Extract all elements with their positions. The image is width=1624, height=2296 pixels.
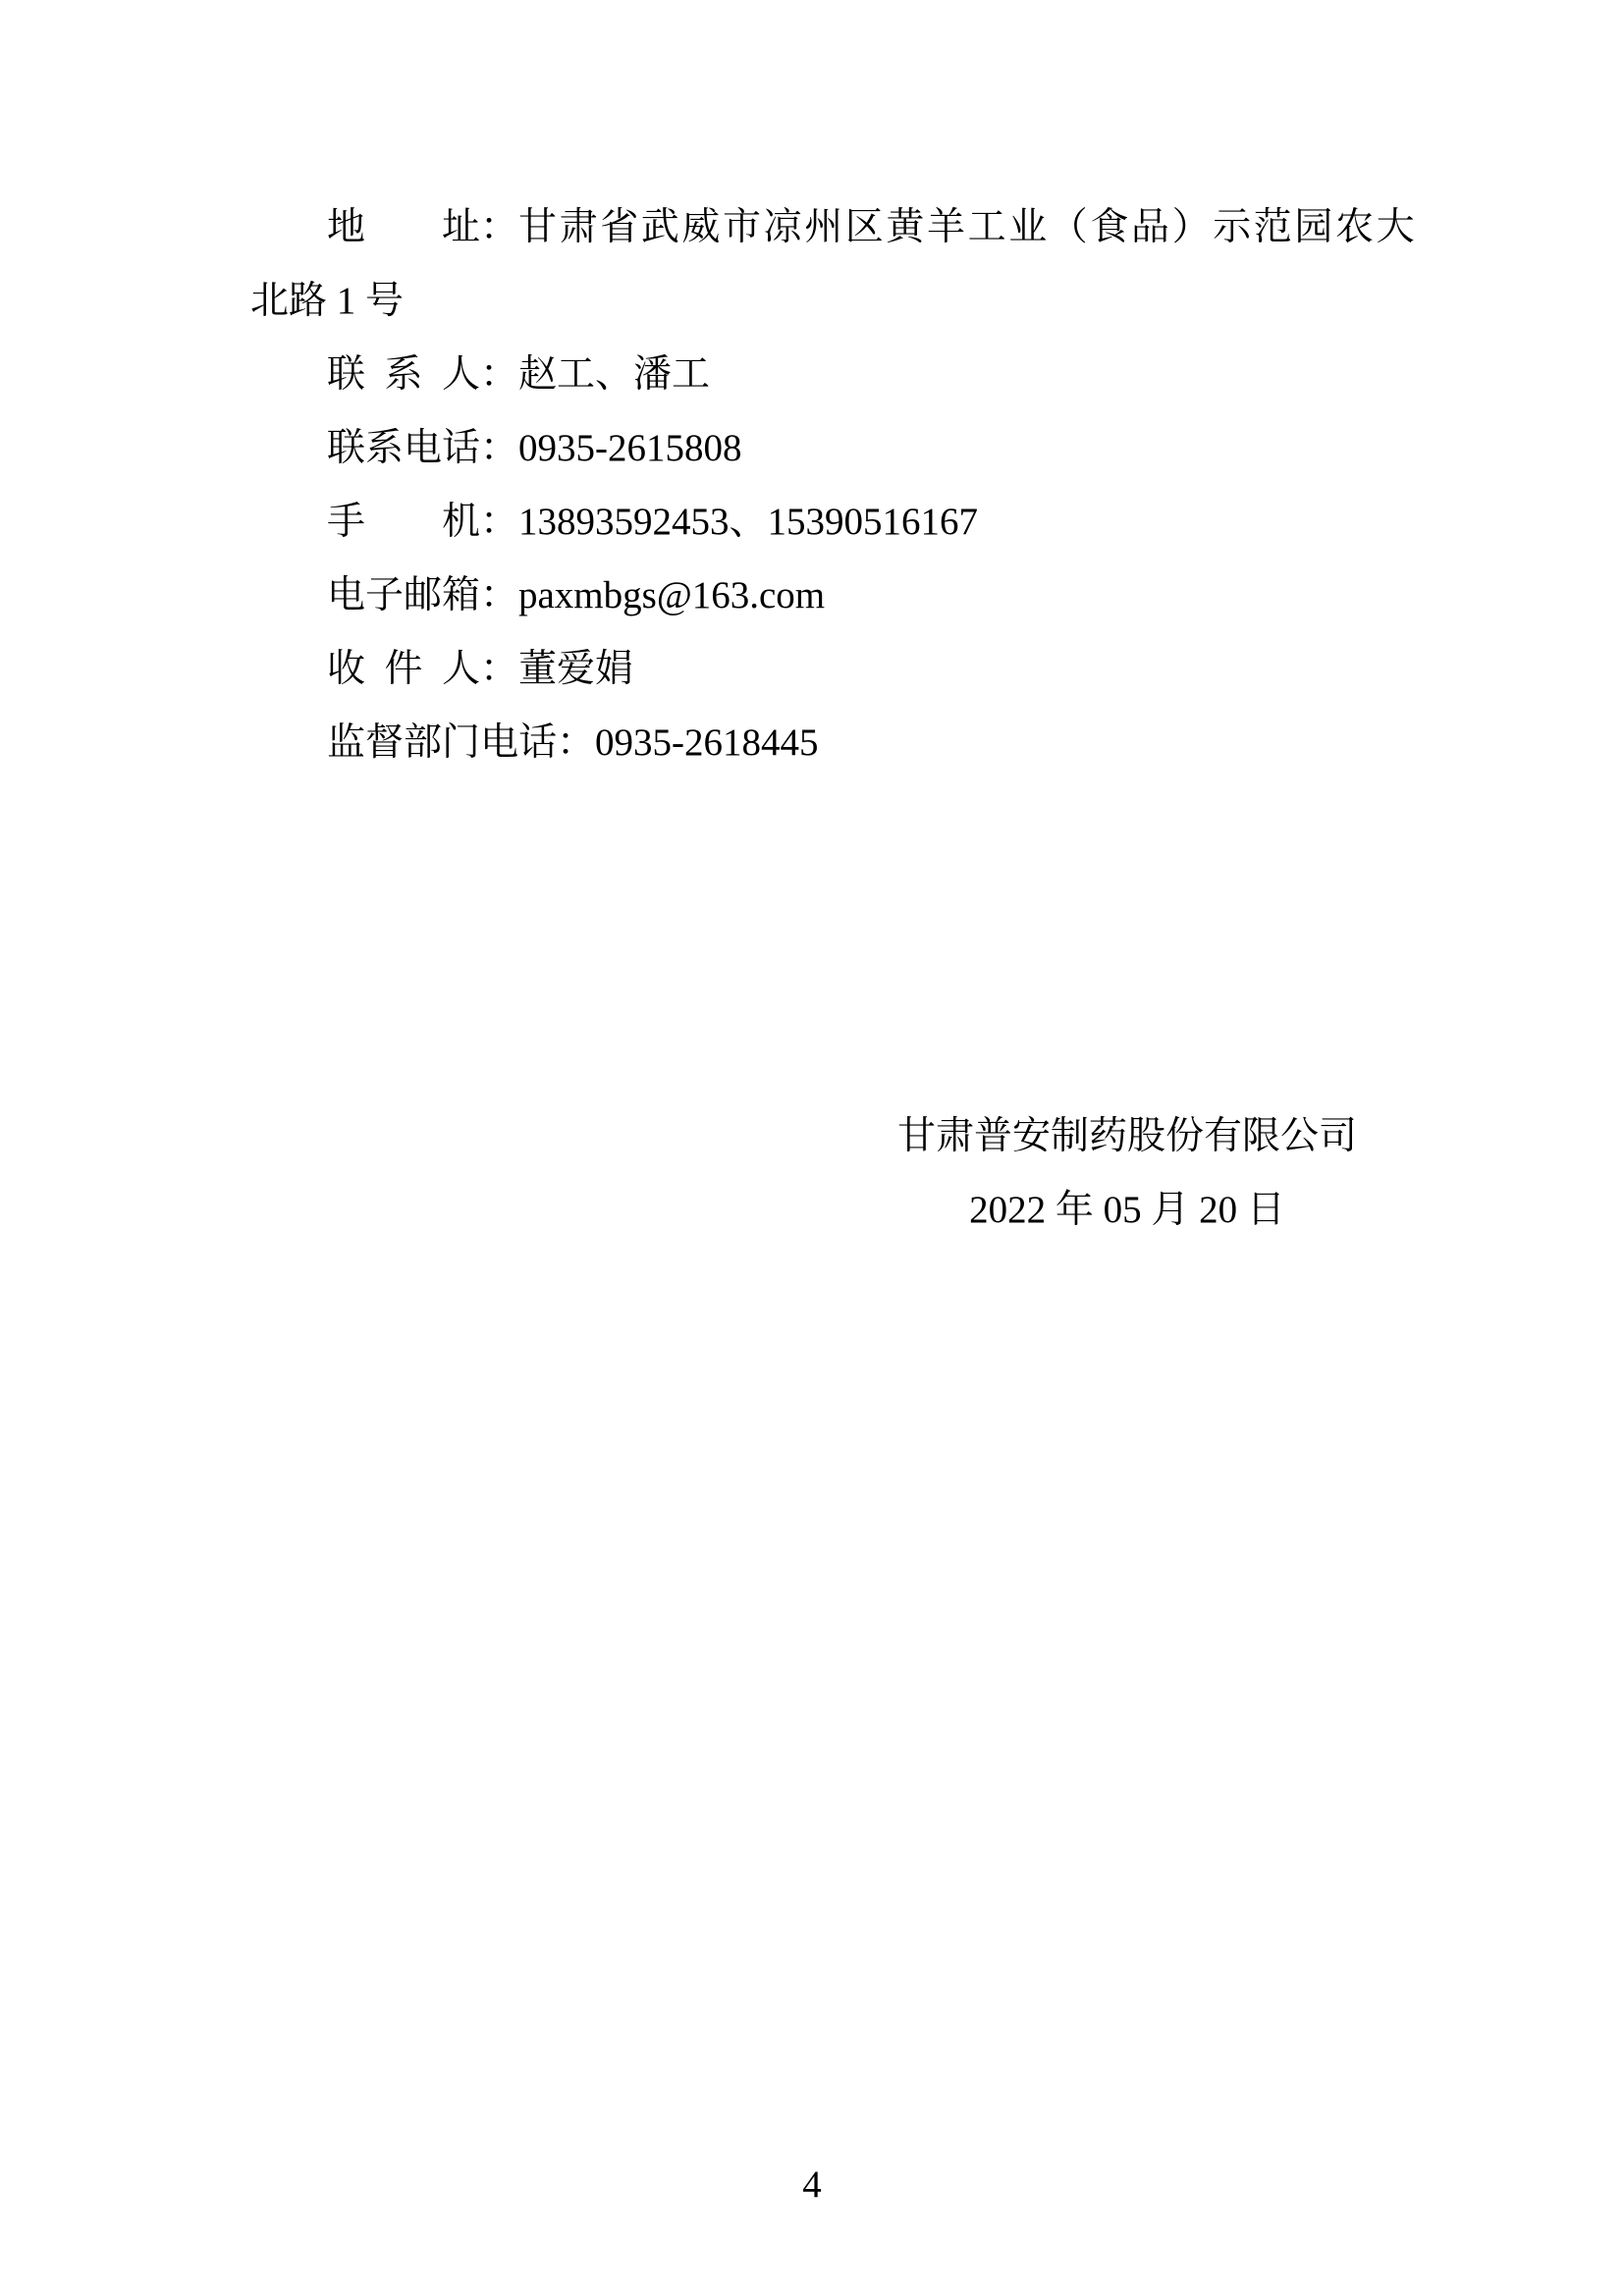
recipient-value: 董爱娟: [518, 648, 634, 690]
address-line: [250, 190, 1418, 264]
recipient-line: [250, 632, 1414, 706]
address-value: 甘肃省武威市凉州区黄羊工业（食品）示范园农大: [518, 206, 1418, 248]
supervision-phone-label: 监 督 部 门 电 话: [327, 721, 558, 764]
mobile-line: [250, 485, 1414, 559]
page-number: 4: [802, 2163, 822, 2206]
contact-person-line: [250, 338, 1414, 411]
email-colon: ：: [480, 574, 519, 616]
recipient-label: 收 件 人: [327, 648, 480, 690]
address-label: 地 址: [327, 206, 480, 248]
address-continuation: 北路 1 号: [250, 280, 405, 322]
supervision-phone-colon: ：: [557, 721, 596, 764]
phone-value: 0935-2615808: [518, 427, 742, 469]
recipient-colon: ：: [480, 648, 519, 690]
phone-line: [250, 411, 1414, 485]
contact-person-value: 赵工、潘工: [518, 353, 711, 396]
address-colon: ：: [480, 206, 519, 248]
contact-person-colon: ：: [480, 353, 519, 396]
signature-date: 2022 年 05 月 20 日: [969, 1189, 1285, 1231]
signature-block: [897, 1099, 1357, 1247]
phone-label: 联 系 电 话: [327, 427, 481, 469]
address-continuation-line: [250, 264, 1414, 338]
contact-person-label: 联 系 人: [327, 353, 480, 396]
company-name: 甘肃普安制药股份有限公司: [896, 1115, 1357, 1157]
email-line: [250, 559, 1414, 632]
email-value: paxmbgs@163.com: [518, 574, 826, 616]
supervision-phone-value: 0935-2618445: [595, 721, 819, 764]
mobile-colon: ：: [480, 501, 519, 543]
phone-colon: ：: [480, 427, 519, 469]
email-label: 电 子 邮 箱: [327, 574, 481, 616]
supervision-phone-line: [250, 706, 1414, 779]
contact-info-block: [250, 190, 1418, 779]
mobile-label: 手 机: [327, 501, 480, 543]
mobile-value: 13893592453、15390516167: [518, 501, 979, 543]
